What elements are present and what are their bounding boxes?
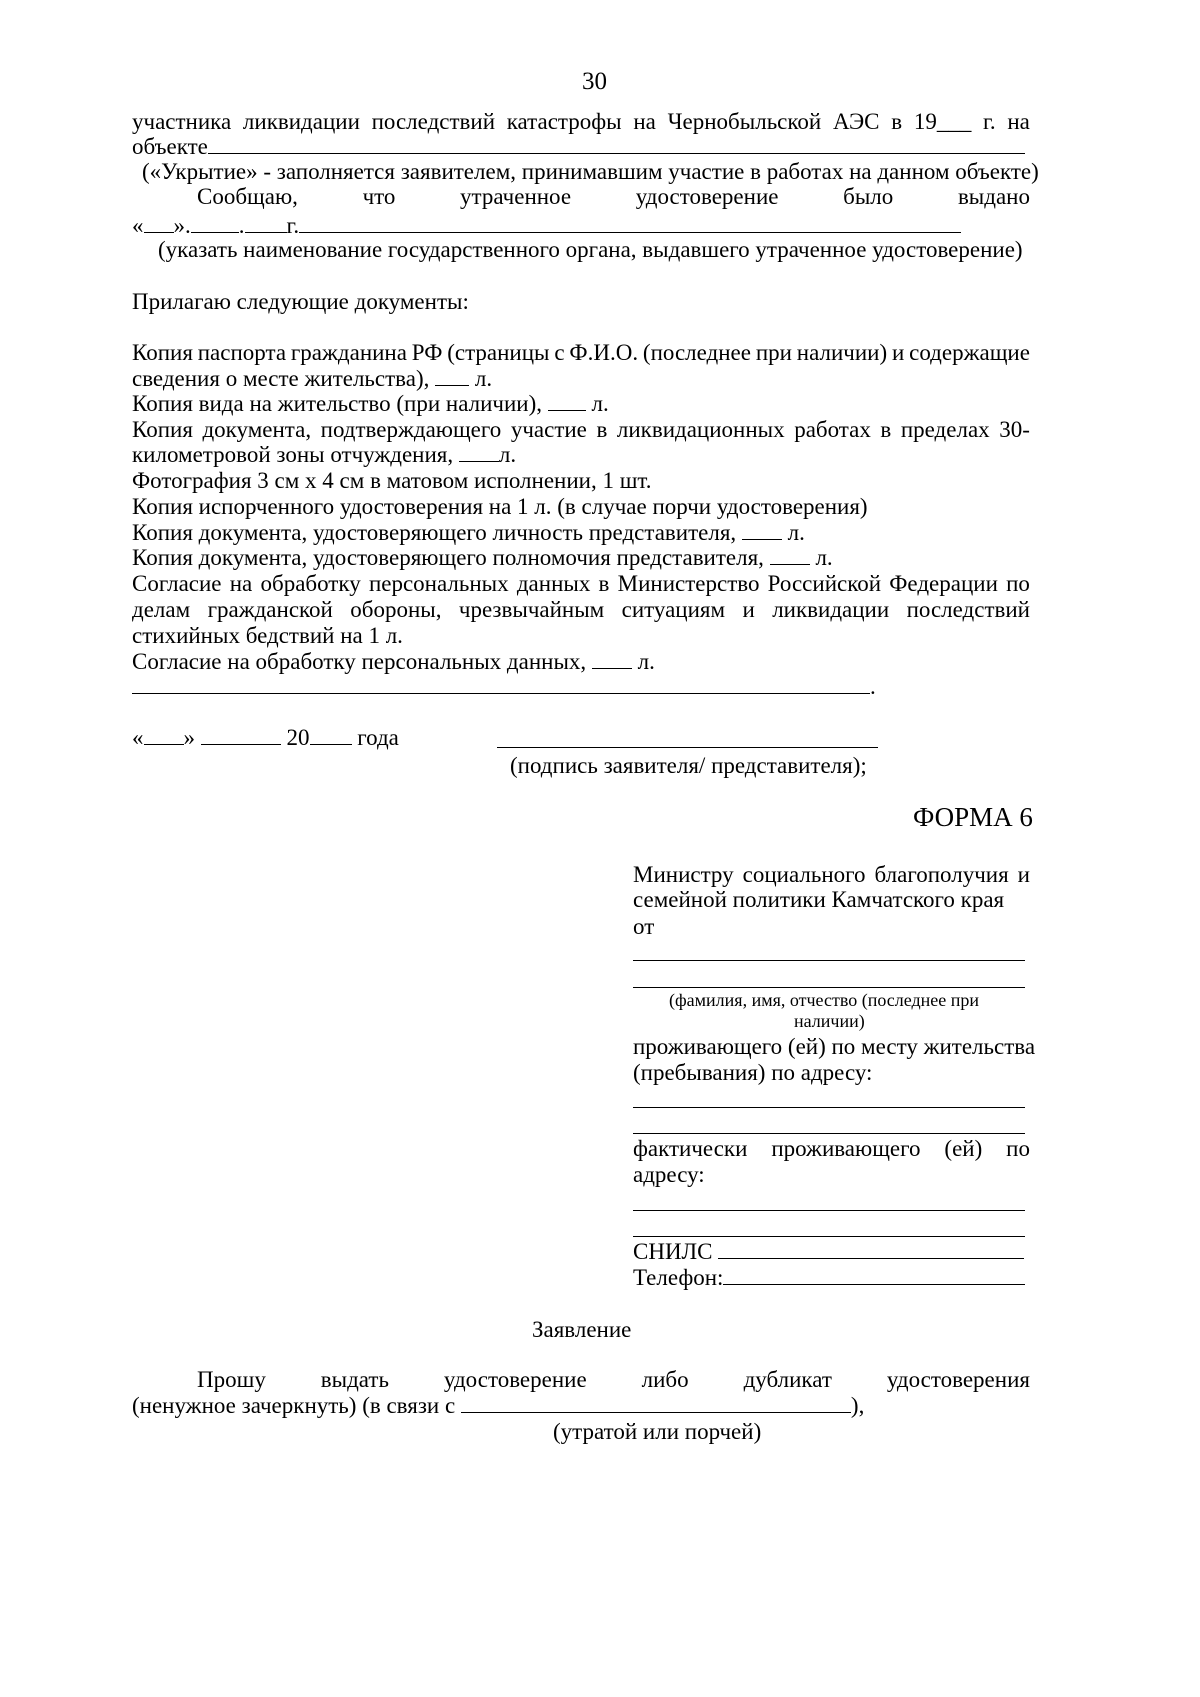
word: персональных (368, 571, 509, 596)
passport-line-2: сведения о месте жительства), л. (132, 366, 493, 391)
word: 19___ (913, 109, 972, 134)
reason-blank[interactable] (461, 1393, 851, 1413)
word: выдано (957, 184, 1030, 209)
word: либо (641, 1367, 689, 1392)
actual-address-line-1[interactable] (633, 1210, 1025, 1211)
app-month-blank[interactable] (201, 725, 281, 745)
word: в (891, 109, 903, 134)
word: Согласие (132, 571, 222, 596)
word: дубликат (743, 1367, 832, 1392)
word: Министерство (617, 571, 760, 596)
extra-document-blank[interactable] (132, 674, 870, 694)
word: Федерации (889, 571, 998, 596)
word: по (1006, 1136, 1030, 1161)
word: (ей) (944, 1136, 983, 1161)
word: в (598, 571, 610, 596)
issue-month-blank[interactable] (191, 213, 239, 233)
word: паспорта (197, 340, 287, 365)
word: Российской (767, 571, 882, 596)
consent-mchs-line-2 (132, 596, 1030, 623)
word: гражданина (290, 340, 407, 365)
word: утраченное (460, 184, 572, 209)
word: делам (132, 597, 191, 622)
fio-line-1[interactable] (633, 960, 1025, 961)
word: пределах (900, 417, 990, 442)
fio-caption-1: (фамилия, имя, отчество (последнее при (669, 990, 980, 1010)
word: что (362, 184, 396, 209)
word: катастрофы (506, 109, 622, 134)
word: социального (742, 862, 866, 887)
snils-blank[interactable] (718, 1239, 1024, 1259)
issuing-authority-blank[interactable] (299, 213, 961, 233)
phone-blank[interactable] (723, 1265, 1025, 1285)
issue-year-blank[interactable] (245, 213, 287, 233)
registration-line-1: проживающего (ей) по месту жительства (633, 1034, 1036, 1059)
word: удостоверения (886, 1367, 1030, 1392)
attachments-heading: Прилагаю следующие документы: (132, 289, 469, 314)
statement-title: Заявление (532, 1317, 632, 1342)
consent-mchs-line-1 (132, 570, 1030, 597)
word: по (1006, 571, 1030, 596)
word: было (843, 184, 894, 209)
app-year-blank[interactable] (310, 725, 352, 745)
word: (страницы (447, 340, 550, 365)
actual-address-line-2[interactable] (633, 1236, 1025, 1237)
word: ликвидации (242, 109, 360, 134)
reason-caption: (утратой или порчей) (553, 1419, 762, 1444)
word: Сообщаю, (197, 184, 298, 209)
addressee-line-2: семейной политики Камчатского края (633, 887, 1005, 912)
rep-power-line: Копия документа, удостоверяющего полномочия представителя, л. (132, 545, 833, 570)
word: в (596, 417, 608, 442)
phone-label: Телефон: (633, 1265, 724, 1290)
word: ликвидационных (616, 417, 785, 442)
actual-line-1 (633, 1135, 1030, 1162)
reg-address-line-1[interactable] (633, 1107, 1025, 1108)
word: на (229, 571, 253, 596)
word: Копия (132, 340, 193, 365)
participation-line-2: километровой зоны отчуждения, л. (132, 442, 517, 467)
word: наличии) (796, 340, 888, 365)
word: участие (510, 417, 587, 442)
word: гражданской (207, 597, 333, 622)
consent-pd-line: Согласие на обработку персональных данных, л. (132, 649, 655, 674)
damaged-line: Копия испорченного удостоверения на 1 л. (в случае порчи удостоверения) (132, 494, 868, 519)
word: при (755, 340, 792, 365)
photo-line: Фотография 3 см х 4 см в матовом исполнении, 1 шт. (132, 468, 652, 493)
form-title: ФОРМА 6 (913, 802, 1033, 832)
word: ситуациям (621, 597, 726, 622)
word: последствий (371, 109, 496, 134)
snils-line (633, 1238, 1024, 1265)
addressee-line-1 (633, 861, 1030, 888)
issued-date-line: « ». . г. (132, 212, 961, 239)
residence-permit-line: Копия вида на жительство (при наличии), л. (132, 391, 609, 416)
extra-document-line: . (132, 673, 876, 700)
word: Министру (633, 862, 734, 887)
word: фактически (633, 1136, 748, 1161)
word: с (554, 340, 565, 365)
passport-sheets-blank[interactable] (435, 366, 469, 386)
word: документа, (202, 417, 312, 442)
issue-day-blank[interactable] (144, 213, 174, 233)
word: РФ (411, 340, 443, 365)
phone-line (633, 1264, 1025, 1291)
word: АЭС (832, 109, 880, 134)
word: обработку (260, 571, 361, 596)
ukrytie-note: («Укрытие» - заполняется заявителем, принимавшим участие в работах на данном объекте) (142, 159, 1039, 184)
word: чрезвычайным (458, 597, 605, 622)
rep-id-line: Копия документа, удостоверяющего личность представителя, л. (132, 520, 805, 545)
word: ликвидации (772, 597, 890, 622)
word: Копия (132, 417, 193, 442)
app-day-blank[interactable] (144, 725, 184, 745)
word: Чернобыльской (667, 109, 822, 134)
word: и (1017, 862, 1030, 887)
word: на (1007, 109, 1030, 134)
word: Прошу (197, 1367, 266, 1392)
word: работах (794, 417, 871, 442)
issued-line (197, 183, 1030, 210)
word: выдать (320, 1367, 389, 1392)
statement-line-1 (197, 1366, 1030, 1393)
word: на (633, 109, 656, 134)
consent-pd-sheets-blank[interactable] (592, 649, 632, 669)
word: содержащие (909, 340, 1030, 365)
snils-label: СНИЛС (633, 1239, 713, 1264)
registration-line-2: (пребывания) по адресу: (633, 1060, 873, 1085)
word: благополучия (874, 862, 1009, 887)
word: удостоверение (443, 1367, 587, 1392)
statement-line-2: (ненужное зачеркнуть) (в связи с ), (132, 1393, 865, 1418)
rep-power-sheets-blank[interactable] (770, 545, 810, 565)
word: данных (516, 571, 591, 596)
top-line-1 (132, 108, 1030, 135)
word: в (880, 417, 892, 442)
residence-sheets-blank[interactable] (548, 391, 586, 411)
page-number: 30 (582, 68, 607, 95)
object-line (132, 133, 1025, 160)
participation-line-1 (132, 416, 1030, 443)
fio-line-2[interactable] (633, 987, 1025, 988)
word: г. (983, 109, 996, 134)
word: последствий (906, 597, 1030, 622)
actual-line-2: адресу: (633, 1162, 705, 1187)
word: подтверждающего (320, 417, 502, 442)
passport-line-1 (132, 339, 1030, 366)
object-blank[interactable] (208, 134, 1025, 154)
word: участника (132, 109, 232, 134)
word: удостоверение (635, 184, 779, 209)
signature-caption: (подпись заявителя/ представителя); (510, 753, 867, 778)
word: и (891, 340, 905, 365)
reg-address-line-2[interactable] (633, 1133, 1025, 1134)
object-label: объекте (132, 134, 208, 159)
participation-sheets-blank[interactable] (459, 442, 499, 462)
consent-mchs-line-3: стихийных бедствий на 1 л. (132, 623, 403, 648)
word: и (742, 597, 755, 622)
application-date-line: « » 20 года (132, 725, 399, 750)
rep-id-sheets-blank[interactable] (742, 520, 782, 540)
signature-line[interactable] (497, 747, 878, 748)
word: Ф.И.О. (569, 340, 639, 365)
word: (последнее (642, 340, 751, 365)
fio-caption-2: наличии) (794, 1011, 865, 1031)
word: обороны, (350, 597, 442, 622)
from-label: от (633, 914, 655, 939)
word: 30- (999, 417, 1030, 442)
word: проживающего (771, 1136, 921, 1161)
authority-note: (указать наименование государственного органа, выдавшего утраченное удостоверение) (158, 237, 1023, 262)
